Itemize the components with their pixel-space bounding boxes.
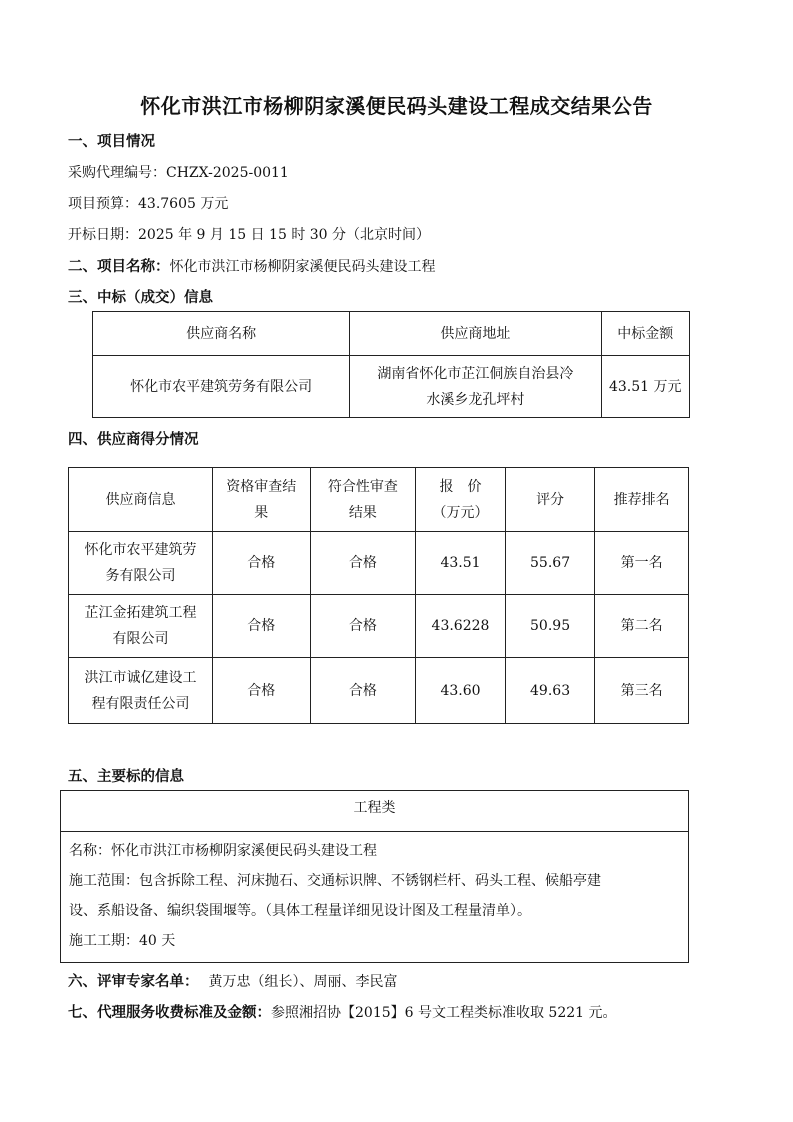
cell-qualification: 合格 — [212, 658, 310, 724]
construction-scope-line-2: 设、系船设备、编织袋围堰等。（具体工程量详细见设计图及工程量清单）。 — [69, 903, 531, 919]
subject-name: 名称：怀化市洪江市杨柳阴家溪便民码头建设工程 — [69, 843, 377, 859]
section-7-label: 七、代理服务收费标准及金额： — [68, 1005, 271, 1021]
cell-supplier: 芷江金拓建筑工程 有限公司 — [69, 595, 213, 658]
cell-qualification: 合格 — [212, 532, 310, 595]
header-award-amount: 中标金额 — [601, 312, 690, 356]
cell-price: 43.6228 — [416, 595, 506, 658]
cell-score: 49.63 — [505, 658, 595, 724]
cell-score: 55.67 — [505, 532, 595, 595]
header-supplier-address: 供应商地址 — [350, 312, 601, 356]
section-7-heading — [68, 1001, 617, 1022]
score-table — [68, 467, 689, 724]
header-supplier-name: 供应商名称 — [93, 312, 350, 356]
section-1-heading: 一、项目情况 — [68, 134, 155, 150]
section-5-heading: 五、主要标的信息 — [68, 769, 184, 785]
section-2-label: 二、项目名称： — [68, 259, 170, 275]
award-table — [92, 311, 690, 418]
header-supplier-info: 供应商信息 — [69, 468, 213, 532]
expert-list: 黄万忠（组长）、周丽、李民富 — [208, 974, 398, 990]
cell-price: 43.60 — [416, 658, 506, 724]
section-3-heading: 三、中标（成交）信息 — [68, 290, 213, 306]
project-budget: 项目预算：43.7605 万元 — [68, 196, 229, 212]
subject-category: 工程类 — [61, 791, 688, 832]
header-compliance: 符合性审查 结果 — [310, 468, 416, 532]
cell-rank: 第三名 — [595, 658, 689, 724]
cell-compliance: 合格 — [310, 658, 416, 724]
table-row — [69, 595, 689, 658]
cell-supplier: 怀化市农平建筑劳 务有限公司 — [69, 532, 213, 595]
cell-qualification: 合格 — [212, 595, 310, 658]
header-price: 报 价 （万元） — [416, 468, 506, 532]
cell-price: 43.51 — [416, 532, 506, 595]
table-row — [69, 658, 689, 724]
cell-score: 50.95 — [505, 595, 595, 658]
subject-details — [61, 832, 688, 962]
section-6-label: 六、评审专家名单： — [68, 974, 199, 990]
document-title: 怀化市洪江市杨柳阴家溪便民码头建设工程成交结果公告 — [140, 94, 653, 118]
cell-rank: 第一名 — [595, 532, 689, 595]
bid-open-date: 开标日期：2025 年 9 月 15 日 15 时 30 分（北京时间） — [68, 227, 431, 243]
section-6-heading — [68, 970, 398, 991]
project-name: 怀化市洪江市杨柳阴家溪便民码头建设工程 — [169, 259, 436, 275]
cell-compliance: 合格 — [310, 532, 416, 595]
award-table-header — [93, 312, 690, 356]
subject-info-box — [60, 790, 689, 963]
header-qualification: 资格审查结 果 — [212, 468, 310, 532]
cell-award-amount: 43.51 万元 — [601, 356, 690, 418]
header-rank: 推荐排名 — [595, 468, 689, 532]
header-score: 评分 — [505, 468, 595, 532]
table-row — [93, 356, 690, 418]
agency-fee: 参照湘招协【2015】6 号文工程类标准收取 5221 元。 — [271, 1005, 617, 1021]
score-table-header — [69, 468, 689, 532]
cell-rank: 第二名 — [595, 595, 689, 658]
construction-period: 施工工期：40 天 — [69, 933, 176, 949]
procurement-code: 采购代理编号：CHZX-2025-0011 — [68, 165, 289, 181]
section-2-heading — [68, 255, 436, 276]
cell-compliance: 合格 — [310, 595, 416, 658]
section-4-heading: 四、供应商得分情况 — [68, 432, 199, 448]
cell-supplier: 洪江市诚亿建设工 程有限责任公司 — [69, 658, 213, 724]
cell-supplier-name: 怀化市农平建筑劳务有限公司 — [93, 356, 350, 418]
construction-scope-line-1: 施工范围：包含拆除工程、河床抛石、交通标识牌、不锈钢栏杆、码头工程、候船亭建 — [69, 873, 601, 889]
cell-supplier-address: 湖南省怀化市芷江侗族自治县冷 水溪乡龙孔坪村 — [350, 356, 601, 418]
table-row — [69, 532, 689, 595]
